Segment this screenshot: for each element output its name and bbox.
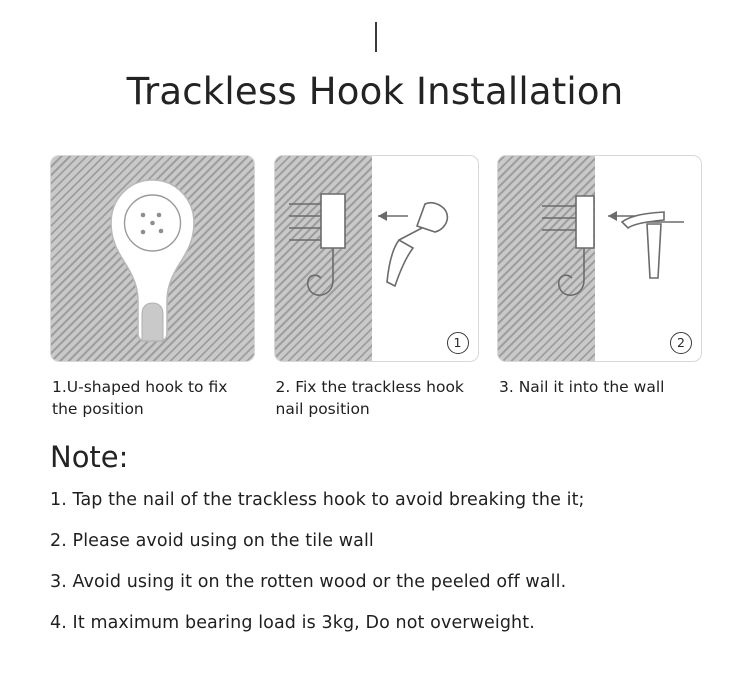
step-2-caption: 2. Fix the trackless hook nail position [275, 378, 464, 419]
trackless-hook-icon [289, 194, 345, 295]
step-1-figure [50, 155, 255, 362]
note-item: 4. It maximum bearing load is 3kg, Do not overweight. [50, 613, 535, 633]
top-tick-mark [375, 22, 377, 52]
steps-row [50, 155, 700, 421]
note-heading: Note: [50, 440, 129, 474]
note-item: 3. Avoid using it on the rotten wood or the peeled off wall. [50, 572, 567, 592]
step-2-badge: 1 [447, 332, 469, 354]
arrow-left-icon [378, 211, 408, 221]
step-panel-3 [497, 155, 700, 421]
step-2-figure [274, 155, 479, 362]
step-3-caption: 3. Nail it into the wall [499, 378, 665, 396]
step-panel-1 [50, 155, 253, 421]
note-list [50, 490, 710, 654]
hammer-icon [622, 212, 684, 278]
step-1-caption: 1.U-shaped hook to fix the position [52, 378, 228, 419]
step-panel-2 [274, 155, 477, 421]
nailed-hook-icon [542, 196, 594, 295]
note-item: 1. Tap the nail of the trackless hook to avoid breaking the it; [50, 490, 585, 510]
note-item: 2. Please avoid using on the tile wall [50, 531, 374, 551]
u-shaped-hook-icon [111, 180, 194, 341]
step-3-badge: 2 [670, 332, 692, 354]
step-3-figure [497, 155, 702, 362]
page-title: Trackless Hook Installation [126, 70, 624, 113]
